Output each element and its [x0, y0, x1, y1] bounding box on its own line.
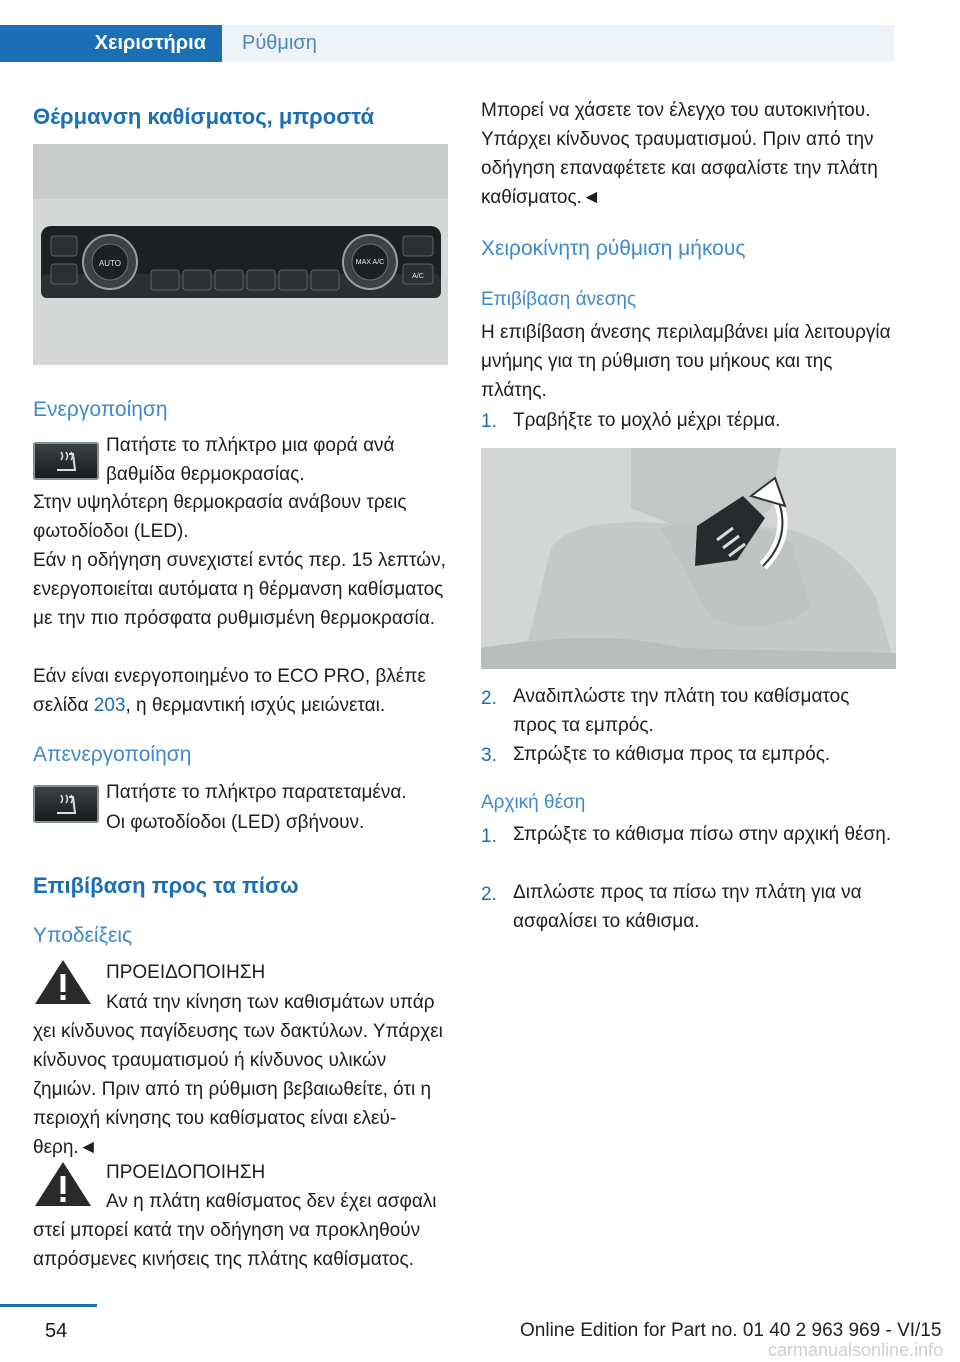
ac-label: A/C [412, 273, 424, 280]
heading-easy-entry: Επιβίβαση άνεσης [481, 289, 637, 310]
activation-paragraph-3: Εάν είναι ενεργοποιημένο το ECO PRO, βλέπε σελίδα 203, η θερμαντική ισχύς μειώνεται. [33, 666, 426, 716]
auto-label: AUTO [98, 259, 122, 268]
step-number: 2. [481, 688, 497, 709]
section-title-rear-entry: Επιβίβαση προς τα πίσω [33, 873, 299, 898]
seat-lever-icon [481, 448, 896, 669]
continued-warning-text: Μπορεί να χάσετε τον έλεγχο του αυτοκινήτου. Υπάρχει κίνδυνος τραυματισμού. Πριν από την οδήγηση επαναφέτετε και ασφαλίστε την πλάτη καθίσματος.◄ [481, 100, 878, 208]
step-text: Διπλώστε προς τα πίσω την πλάτη για να ασφαλίσει το κάθισμα. [513, 882, 862, 932]
warning-2-text-rest: στεί μπορεί κατά την οδήγηση να προκληθούν απρόσμενες κινήσεις της πλάτης καθίσματος. [33, 1220, 421, 1270]
activation-paragraph-2: Εάν η οδήγηση συνεχιστεί εντός περ. 15 λεπτών, ενεργοποιείται αυτόματα η θέρμανση καθίσματος με την πιο πρόσφατα ρυθμισμένη θερμοκρασία. [33, 550, 446, 629]
deactivation-line-2: Οι φωτοδίοδοι (LED) σβήνουν. [106, 812, 365, 833]
activation-button-text: Πατήστε το πλήκτρο μια φορά ανά βαθμίδα θερμοκρασίας. [106, 435, 395, 485]
step-text: Σπρώξτε το κάθισμα προς τα εμπρός. [513, 744, 831, 765]
warning-1-label: ΠΡΟΕΙΔΟΠΟΙΗΣΗ [106, 962, 266, 983]
activation-paragraph-1: Στην υψηλότερη θερμοκρασία ανάβουν τρεις φωτοδίοδοι (LED). [33, 492, 407, 542]
step-number: 1. [481, 411, 497, 432]
heading-manual-length: Χειροκίνητη ρύθμιση μήκους [481, 237, 746, 260]
step-number: 1. [481, 826, 497, 847]
heading-home-position: Αρχική θέση [481, 792, 586, 813]
heading-activation: Ενεργοποίηση [33, 398, 168, 421]
header-bar [0, 0, 960, 62]
easy-entry-text: Η επιβίβαση άνεσης περιλαμβάνει μία λειτουργία μνήμης για τη ρύθμιση του μήκους και της πλάτης. [481, 322, 891, 401]
heading-deactivation: Απενεργοποίηση [33, 743, 192, 766]
warning-2-label: ΠΡΟΕΙΔΟΠΟΙΗΣΗ [106, 1162, 266, 1183]
step-number: 2. [481, 884, 497, 905]
tab-controls[interactable]: Χειριστήρια [0, 25, 222, 62]
climate-panel-icon [33, 144, 448, 365]
warning-1-text-rest: χει κίνδυνος παγίδευσης των δακτύλων. Υπάρχει κίνδυνος τραυματισμού ή κίνδυνος υλικών ζημιών. Πριν από τη ρύθμιση βεβαιωθείτε, ότι η περιοχή κίνησης του καθίσματος είναι ελεύθερη.◄ [33, 1021, 443, 1158]
page-number: 54 [45, 1320, 68, 1342]
step-number: 3. [481, 745, 497, 766]
footer-accent-line [0, 1304, 97, 1307]
climate-panel-illustration [33, 144, 448, 365]
edition-text: Online Edition for Part no. 01 40 2 963 969 - VI/15 [520, 1320, 942, 1341]
seat-lever-illustration [481, 448, 896, 669]
deactivation-line-1: Πατήστε το πλήκτρο παρατεταμένα. [106, 782, 407, 803]
warning-1-text-first: Κατά την κίνηση των καθισμάτων υπάρ [106, 992, 435, 1013]
step-text: Τραβήξτε το μοχλό μέχρι τέρμα. [513, 410, 781, 431]
step-text: Αναδιπλώστε την πλάτη του καθίσματος προς τα εμπρός. [513, 686, 850, 736]
warning-icon-2 [33, 1160, 93, 1208]
watermark: carmanualsonline.info [768, 1340, 944, 1360]
warning-icon [33, 958, 93, 1006]
seat-heating-button-icon [33, 442, 99, 480]
max-label: MAX A/C [355, 259, 385, 266]
section-title-seat-heating: Θέρμανση καθίσματος, μπροστά [33, 104, 375, 129]
page-link-203[interactable]: 203 [93, 695, 126, 716]
step-text: Σπρώξτε το κάθισμα πίσω στην αρχική θέση. [513, 824, 892, 845]
seat-heating-button-icon-2 [33, 785, 99, 823]
warning-2-text-first: Αν η πλάτη καθίσματος δεν έχει ασφαλι [106, 1191, 437, 1212]
tab-adjustment[interactable]: Ρύθμιση [222, 25, 894, 62]
heading-notes: Υποδείξεις [33, 924, 133, 947]
